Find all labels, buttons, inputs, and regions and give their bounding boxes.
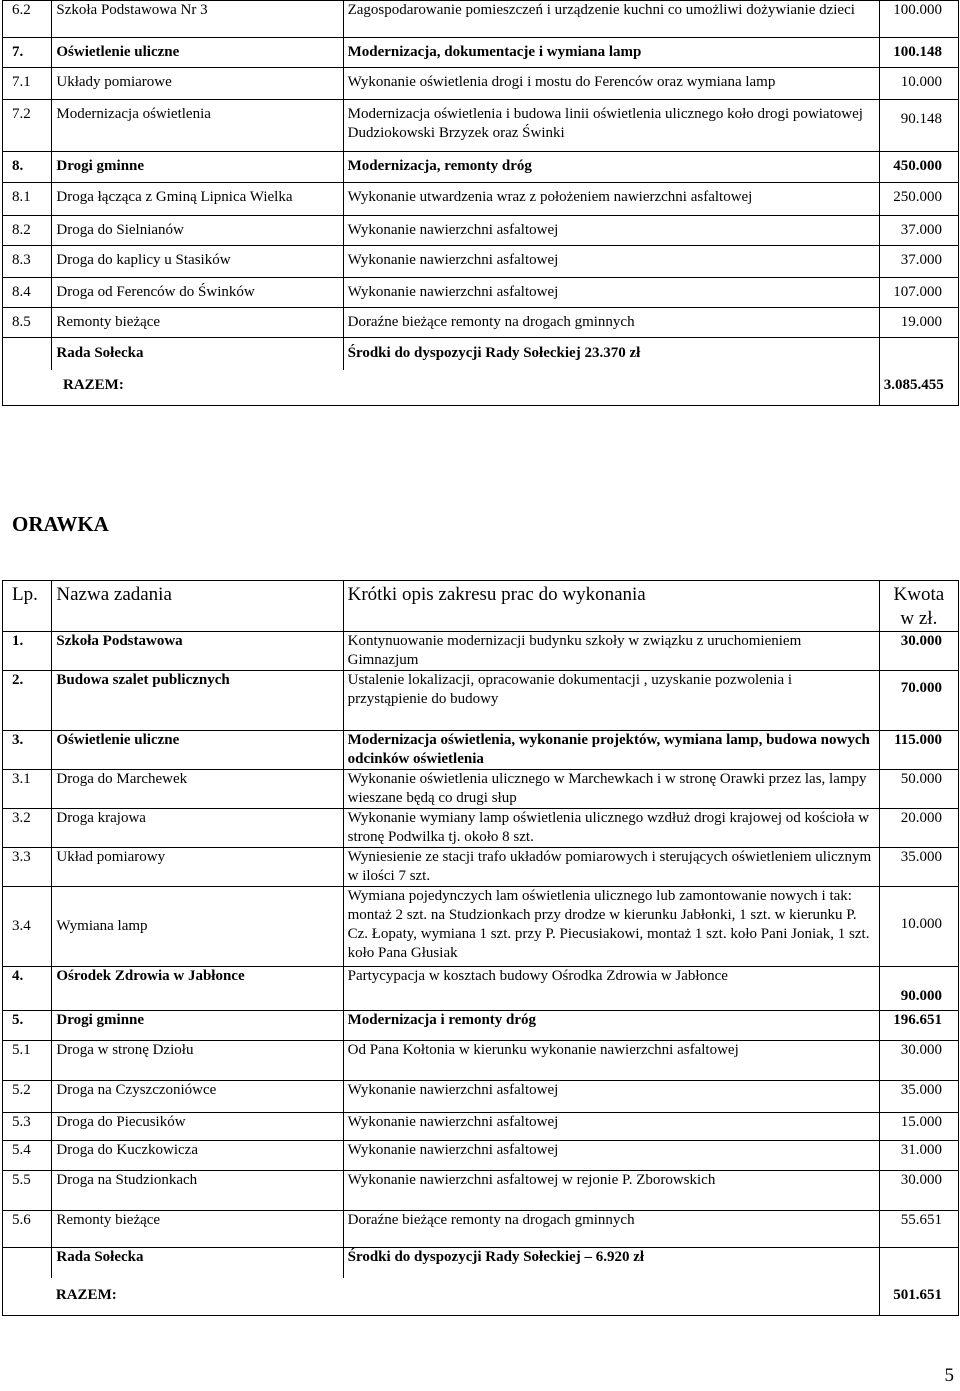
table-row bbox=[3, 1011, 959, 1041]
table-row bbox=[3, 278, 959, 308]
row-amount: 100.000 bbox=[879, 1, 958, 38]
table-row bbox=[3, 183, 959, 216]
row-amount: 100.148 bbox=[879, 38, 958, 68]
row-task-name: Wymiana lamp bbox=[52, 887, 343, 967]
row-amount: 10.000 bbox=[879, 887, 958, 967]
row-amount: 35.000 bbox=[879, 848, 958, 887]
row-task-name: Drogi gminne bbox=[52, 1011, 343, 1041]
row-description: Wykonanie utwardzenia wraz z położeniem nawierzchni asfaltowej bbox=[343, 183, 879, 216]
row-task-name: Droga do kaplicy u Stasików bbox=[52, 246, 343, 278]
table-row bbox=[3, 38, 959, 68]
row-description: Modernizacja oświetlenia i budowa linii oświetlenia ulicznego koło drogi powiatowej Dudziokowski Brzyzek oraz Świnki bbox=[343, 100, 879, 152]
row-amount: 35.000 bbox=[879, 1081, 958, 1113]
table-row bbox=[3, 152, 959, 183]
row-task-name: Oświetlenie uliczne bbox=[52, 38, 343, 68]
row-task-name: Droga w stronę Dziołu bbox=[52, 1041, 343, 1081]
row-amount: 30.000 bbox=[879, 1041, 958, 1081]
row-description: Modernizacja oświetlenia, wykonanie projektów, wymiana lamp, budowa nowych odcinków oświetlenia bbox=[343, 731, 879, 770]
table-row bbox=[3, 1141, 959, 1171]
row-task-name: Droga do Sielnianów bbox=[52, 216, 343, 246]
row-number: 5.2 bbox=[3, 1081, 52, 1113]
row-description: Doraźne bieżące remonty na drogach gminnych bbox=[343, 308, 879, 338]
table-row bbox=[3, 308, 959, 338]
row-amount: 30.000 bbox=[879, 1171, 958, 1211]
rada-amount-empty bbox=[879, 1248, 958, 1278]
row-task-name: Remonty bieżące bbox=[52, 1211, 343, 1248]
table-row bbox=[3, 100, 959, 152]
row-description: Wykonanie nawierzchni asfaltowej bbox=[343, 1081, 879, 1113]
row-amount: 55.651 bbox=[879, 1211, 958, 1248]
row-description: Ustalenie lokalizacji, opracowanie dokumentacji , uzyskanie pozwolenia i przystąpienie do budowy bbox=[343, 671, 879, 731]
row-amount: 37.000 bbox=[879, 246, 958, 278]
table-row bbox=[3, 770, 959, 809]
row-number: 3.2 bbox=[3, 809, 52, 848]
row-task-name: Droga do Marchewek bbox=[52, 770, 343, 809]
row-number: 1. bbox=[3, 632, 52, 671]
row-amount: 19.000 bbox=[879, 308, 958, 338]
row-task-name: Układ pomiarowy bbox=[52, 848, 343, 887]
total-amount: 3.085.455 bbox=[879, 370, 958, 406]
table-row bbox=[3, 1081, 959, 1113]
row-number: 5.4 bbox=[3, 1141, 52, 1171]
table-header-row bbox=[3, 581, 959, 632]
header-amount-line1: Kwota bbox=[893, 584, 945, 605]
row-number-empty bbox=[3, 338, 52, 370]
row-description: Wymiana pojedynczych lam oświetlenia ulicznego lub zamontowanie nowych i tak: montaż 2 szt. na Studzionkach przy drodze w kierunku Jabłonki, 1 szt. w kierunku P. Cz. Łopaty, wymiana 1 szt. przy P. Piecusiakowi, montaż 1 szt. koło Pani Joniak, 1 szt. koło Pana Głusiak bbox=[343, 887, 879, 967]
row-amount: 37.000 bbox=[879, 216, 958, 246]
row-task-name: Układy pomiarowe bbox=[52, 68, 343, 100]
row-number: 6.2 bbox=[3, 1, 52, 38]
row-task-name: Ośrodek Zdrowia w Jabłonce bbox=[52, 967, 343, 1011]
row-task-name: Modernizacja oświetlenia bbox=[52, 100, 343, 152]
rada-solecka-row bbox=[3, 338, 959, 370]
row-number: 5.3 bbox=[3, 1113, 52, 1141]
row-task-name: Droga łącząca z Gminą Lipnica Wielka bbox=[52, 183, 343, 216]
row-task-name: Szkoła Podstawowa bbox=[52, 632, 343, 671]
row-number: 3.3 bbox=[3, 848, 52, 887]
rada-solecka-row bbox=[3, 1248, 959, 1278]
row-number: 3.1 bbox=[3, 770, 52, 809]
table-row bbox=[3, 1171, 959, 1211]
rada-description: Środki do dyspozycji Rady Sołeckiej 23.370 zł bbox=[343, 338, 879, 370]
row-number: 7.1 bbox=[3, 68, 52, 100]
row-task-name: Budowa szalet publicznych bbox=[52, 671, 343, 731]
row-number: 8.2 bbox=[3, 216, 52, 246]
row-description: Wykonanie nawierzchni asfaltowej bbox=[343, 216, 879, 246]
row-description: Wykonanie oświetlenia ulicznego w Marchewkach i w stronę Orawki przez las, lampy wieszane będą co drugi słup bbox=[343, 770, 879, 809]
row-task-name: Drogi gminne bbox=[52, 152, 343, 183]
rada-amount-empty bbox=[879, 338, 958, 370]
total-amount: 501.651 bbox=[879, 1278, 958, 1316]
table-row bbox=[3, 216, 959, 246]
row-description: Wykonanie wymiany lamp oświetlenia ulicznego wzdłuż drogi krajowej od kościoła w stronę Podwilka tj. około 8 szt. bbox=[343, 809, 879, 848]
header-amount bbox=[879, 581, 958, 632]
total-row bbox=[3, 1278, 959, 1316]
page-number: 5 bbox=[944, 1365, 954, 1386]
row-task-name: Droga od Ferenców do Świnków bbox=[52, 278, 343, 308]
row-number: 8.4 bbox=[3, 278, 52, 308]
row-description: Wykonanie oświetlenia drogi i mostu do Ferenców oraz wymiana lamp bbox=[343, 68, 879, 100]
row-task-name: Droga krajowa bbox=[52, 809, 343, 848]
header-description: Krótki opis zakresu prac do wykonania bbox=[343, 581, 879, 632]
row-number: 3. bbox=[3, 731, 52, 770]
row-number: 2. bbox=[3, 671, 52, 731]
table-row bbox=[3, 632, 959, 671]
row-task-name: Remonty bieżące bbox=[52, 308, 343, 338]
row-amount: 450.000 bbox=[879, 152, 958, 183]
row-number: 5. bbox=[3, 1011, 52, 1041]
row-amount: 90.000 bbox=[879, 967, 958, 1011]
table-row bbox=[3, 1041, 959, 1081]
row-amount: 31.000 bbox=[879, 1141, 958, 1171]
row-task-name: Oświetlenie uliczne bbox=[52, 731, 343, 770]
row-description: Wykonanie nawierzchni asfaltowej bbox=[343, 1113, 879, 1141]
row-number: 8.3 bbox=[3, 246, 52, 278]
row-description: Modernizacja i remonty dróg bbox=[343, 1011, 879, 1041]
row-description: Wykonanie nawierzchni asfaltowej bbox=[343, 246, 879, 278]
row-number: 3.4 bbox=[3, 887, 52, 967]
section-title-orawka: ORAWKA bbox=[12, 512, 109, 536]
row-number: 4. bbox=[3, 967, 52, 1011]
table-row bbox=[3, 967, 959, 1011]
budget-table-orawka bbox=[2, 580, 959, 1316]
table-row bbox=[3, 1113, 959, 1141]
row-amount: 50.000 bbox=[879, 770, 958, 809]
table-row bbox=[3, 809, 959, 848]
header-amount-line2: w zł. bbox=[900, 608, 938, 629]
table-row bbox=[3, 246, 959, 278]
row-task-name: Droga na Studzionkach bbox=[52, 1171, 343, 1211]
total-label: RAZEM: bbox=[52, 1278, 879, 1316]
row-description: Doraźne bieżące remonty na drogach gminnych bbox=[343, 1211, 879, 1248]
row-amount: 70.000 bbox=[879, 671, 958, 731]
table-row bbox=[3, 1211, 959, 1248]
table-row bbox=[3, 68, 959, 100]
total-number-empty bbox=[3, 1278, 52, 1316]
row-description: Kontynuowanie modernizacji budynku szkoły w związku z uruchomieniem Gimnazjum bbox=[343, 632, 879, 671]
row-amount: 90.148 bbox=[879, 100, 958, 152]
row-amount: 20.000 bbox=[879, 809, 958, 848]
row-description: Modernizacja, dokumentacje i wymiana lamp bbox=[343, 38, 879, 68]
row-amount: 30.000 bbox=[879, 632, 958, 671]
row-amount: 107.000 bbox=[879, 278, 958, 308]
row-number: 8. bbox=[3, 152, 52, 183]
row-description: Zagospodarowanie pomieszczeń i urządzenie kuchni co umożliwi dożywianie dzieci bbox=[343, 1, 879, 38]
row-number: 5.6 bbox=[3, 1211, 52, 1248]
row-description: Modernizacja, remonty dróg bbox=[343, 152, 879, 183]
row-task-name: Droga do Kuczkowicza bbox=[52, 1141, 343, 1171]
total-row bbox=[3, 370, 959, 406]
row-amount: 15.000 bbox=[879, 1113, 958, 1141]
row-amount: 10.000 bbox=[879, 68, 958, 100]
row-amount: 115.000 bbox=[879, 731, 958, 770]
total-label: RAZEM: bbox=[3, 370, 880, 406]
row-number: 7.2 bbox=[3, 100, 52, 152]
row-description: Wykonanie nawierzchni asfaltowej bbox=[343, 1141, 879, 1171]
row-number-empty bbox=[3, 1248, 52, 1278]
rada-description: Środki do dyspozycji Rady Sołeckiej – 6.920 zł bbox=[343, 1248, 879, 1278]
row-task-name: Droga do Piecusików bbox=[52, 1113, 343, 1141]
table-row bbox=[3, 731, 959, 770]
budget-table-previous bbox=[2, 0, 959, 406]
rada-name: Rada Sołecka bbox=[52, 338, 343, 370]
row-task-name: Szkoła Podstawowa Nr 3 bbox=[52, 1, 343, 38]
table-row bbox=[3, 671, 959, 731]
table-row bbox=[3, 1, 959, 38]
rada-name: Rada Sołecka bbox=[52, 1248, 343, 1278]
row-description: Wykonanie nawierzchni asfaltowej bbox=[343, 278, 879, 308]
header-task-name: Nazwa zadania bbox=[52, 581, 343, 632]
header-lp: Lp. bbox=[3, 581, 52, 632]
row-number: 5.5 bbox=[3, 1171, 52, 1211]
row-number: 8.5 bbox=[3, 308, 52, 338]
row-number: 7. bbox=[3, 38, 52, 68]
row-description: Partycypacja w kosztach budowy Ośrodka Zdrowia w Jabłonce bbox=[343, 967, 879, 1011]
row-description: Od Pana Kołtonia w kierunku wykonanie nawierzchni asfaltowej bbox=[343, 1041, 879, 1081]
row-description: Wykonanie nawierzchni asfaltowej w rejonie P. Zborowskich bbox=[343, 1171, 879, 1211]
row-amount: 196.651 bbox=[879, 1011, 958, 1041]
row-amount: 250.000 bbox=[879, 183, 958, 216]
table-row bbox=[3, 848, 959, 887]
row-task-name: Droga na Czyszczoniówce bbox=[52, 1081, 343, 1113]
row-number: 8.1 bbox=[3, 183, 52, 216]
table-row bbox=[3, 887, 959, 967]
row-description: Wyniesienie ze stacji trafo układów pomiarowych i sterujących oświetleniem ulicznym w ilości 7 szt. bbox=[343, 848, 879, 887]
row-number: 5.1 bbox=[3, 1041, 52, 1081]
